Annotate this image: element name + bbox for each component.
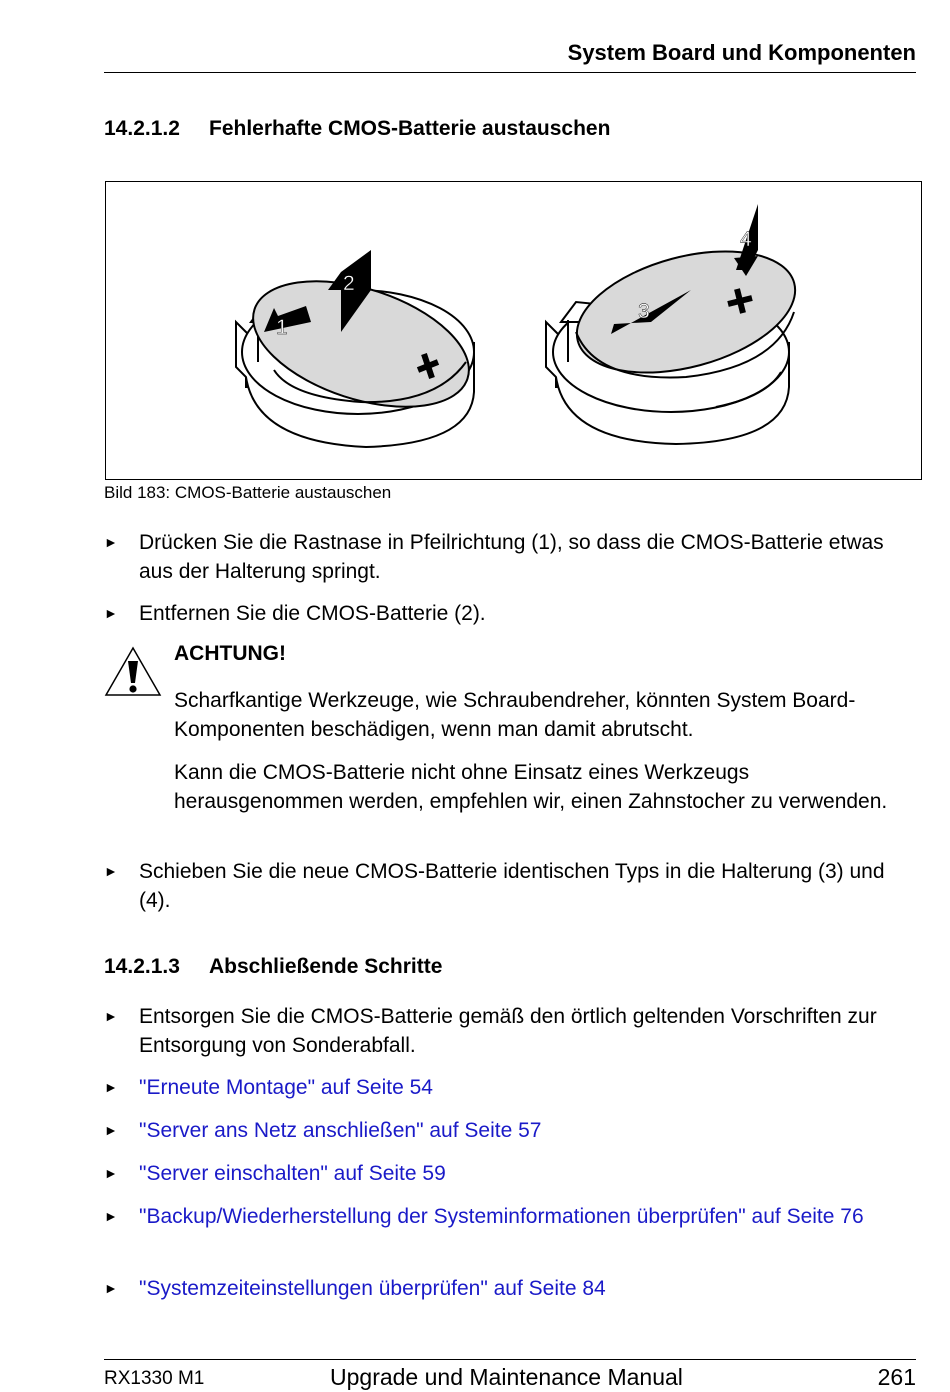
bullet-arrow-icon: ► [104,1008,118,1024]
link-systemzeiteinstellungen[interactable]: "Systemzeiteinstellungen überprüfen" auf Seite 84 [139,1277,606,1300]
warning-paragraph: Kann die CMOS-Batterie nicht ohne Einsatz eines Werkzeugs herausgenommen werden, empfehlen wir, einen Zahnstocher zu verwenden. [174,761,888,813]
section-number: 14.2.1.3 [104,955,180,978]
link-item [104,1116,916,1145]
link-item [104,1202,916,1231]
link-item [104,1159,916,1188]
section-heading-14-2-1-2 [104,117,610,141]
bullet-arrow-icon: ► [104,1165,118,1181]
link-item [104,1274,916,1303]
section-title: Fehlerhafte CMOS-Batterie austauschen [209,117,611,140]
figure-caption: Bild 183: CMOS-Batterie austauschen [104,483,392,502]
figure-label-3: 3 [638,300,650,323]
figure-label-4: 4 [740,228,752,251]
running-header: System Board und Komponenten [567,40,916,65]
footer-rule [104,1359,916,1360]
figure-label-2: 2 [343,272,355,295]
section-title: Abschließende Schritte [209,955,443,978]
list-item-text: Entsorgen Sie die CMOS-Batterie gemäß den örtlich geltenden Vorschriften zur Entsorgung von Sonderabfall. [139,1005,877,1057]
footer-model: RX1330 M1 [104,1368,205,1389]
list-item-text: Schieben Sie die neue CMOS-Batterie identischen Typs in die Halterung (3) und (4). [139,860,885,912]
list-item [104,1002,916,1060]
link-item [104,1073,916,1102]
bullet-arrow-icon: ► [104,1280,118,1296]
bullet-arrow-icon: ► [104,534,118,550]
list-item-text: Entfernen Sie die CMOS-Batterie (2). [139,602,486,625]
cmos-battery-illustration [106,182,923,481]
bullet-arrow-icon: ► [104,863,118,879]
warning-paragraph: Scharfkantige Werkzeuge, wie Schraubendreher, könnten System Board-Komponenten beschädigen, wenn man damit abrutscht. [174,689,856,741]
footer-manual-title: Upgrade und Maintenance Manual [330,1364,683,1390]
caution-triangle-icon [104,646,162,698]
bullet-arrow-icon: ► [104,605,118,621]
list-item-text: Drücken Sie die Rastnase in Pfeilrichtung (1), so dass die CMOS-Batterie etwas aus der Halterung springt. [139,531,884,583]
link-erneute-montage[interactable]: "Erneute Montage" auf Seite 54 [139,1076,433,1099]
warning-title: ACHTUNG! [174,642,286,665]
link-backup-wiederherstellung[interactable]: "Backup/Wiederherstellung der Systeminformationen überprüfen" auf Seite 76 [139,1205,864,1228]
list-item [104,528,916,586]
section-number: 14.2.1.2 [104,117,180,140]
section-heading-14-2-1-3 [104,955,442,979]
bullet-arrow-icon: ► [104,1208,118,1224]
link-server-einschalten[interactable]: "Server einschalten" auf Seite 59 [139,1162,446,1185]
bullet-arrow-icon: ► [104,1079,118,1095]
list-item [104,599,916,628]
battery-figure [105,181,922,480]
page-number: 261 [877,1364,916,1390]
header-rule [104,72,916,73]
link-server-ans-netz[interactable]: "Server ans Netz anschließen" auf Seite 57 [139,1119,542,1142]
bullet-arrow-icon: ► [104,1122,118,1138]
figure-label-1: 1 [276,316,288,339]
list-item [104,857,916,915]
